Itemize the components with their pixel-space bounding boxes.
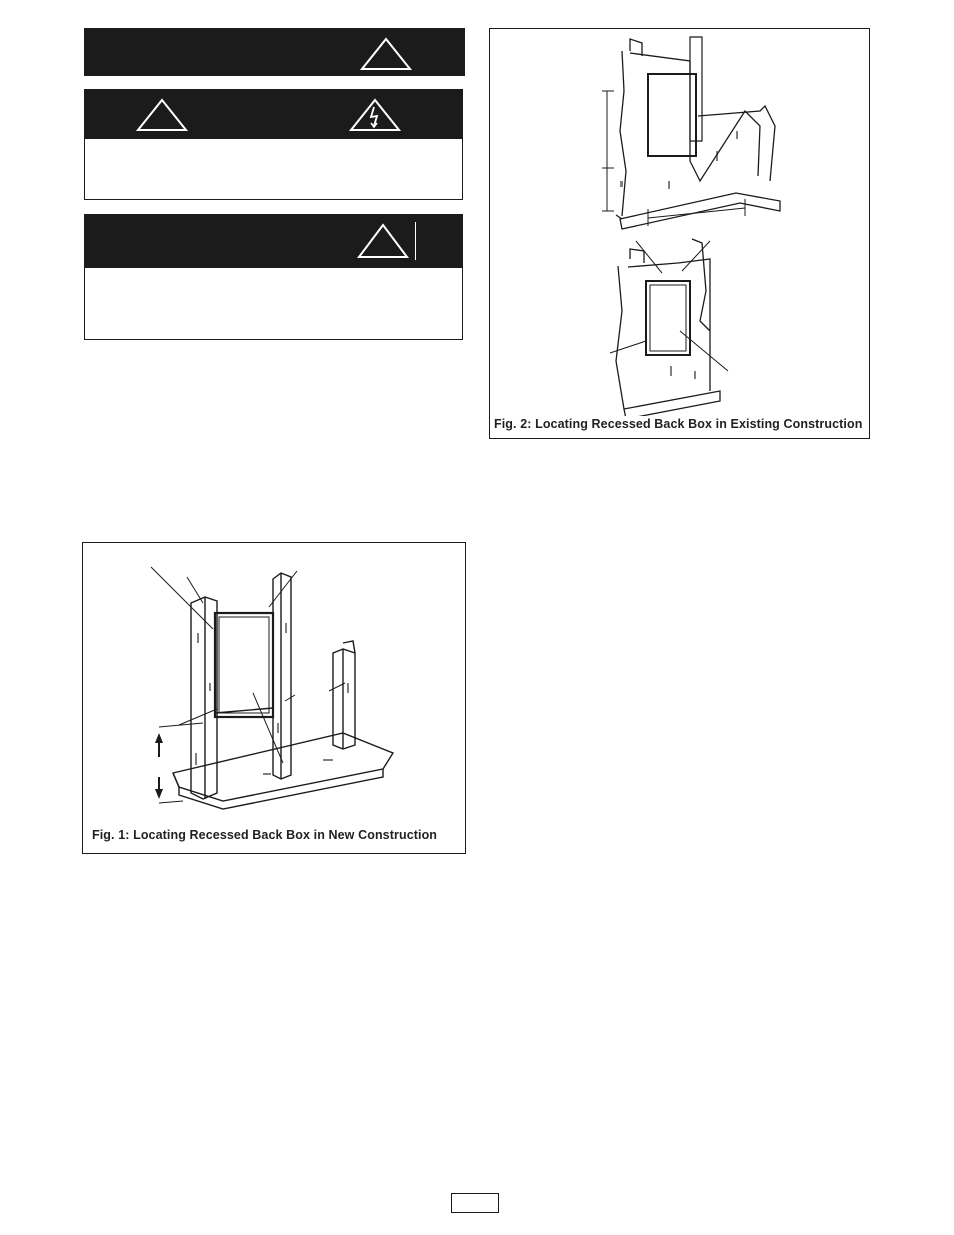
figure-2-caption: Fig. 2: Locating Recessed Back Box in Existing Construction	[494, 417, 863, 431]
existing-construction-illustration	[550, 31, 800, 416]
notice-box	[84, 214, 463, 340]
caution-banner	[84, 28, 465, 76]
new-construction-illustration	[143, 563, 423, 823]
notice-banner	[84, 214, 463, 268]
warning-triangle-icon	[136, 97, 188, 133]
warning-notice-box	[84, 89, 463, 200]
banner-divider	[415, 222, 416, 260]
warning-triangle-icon	[357, 222, 409, 260]
figure-1-caption: Fig. 1: Locating Recessed Back Box in New Construction	[92, 828, 438, 842]
figure-1-frame	[82, 542, 466, 854]
figure-2-frame	[489, 28, 870, 439]
warning-triangle-icon	[360, 36, 412, 72]
electrical-hazard-icon	[349, 97, 401, 133]
page-number-box	[451, 1193, 499, 1213]
warning-banner	[84, 89, 463, 139]
